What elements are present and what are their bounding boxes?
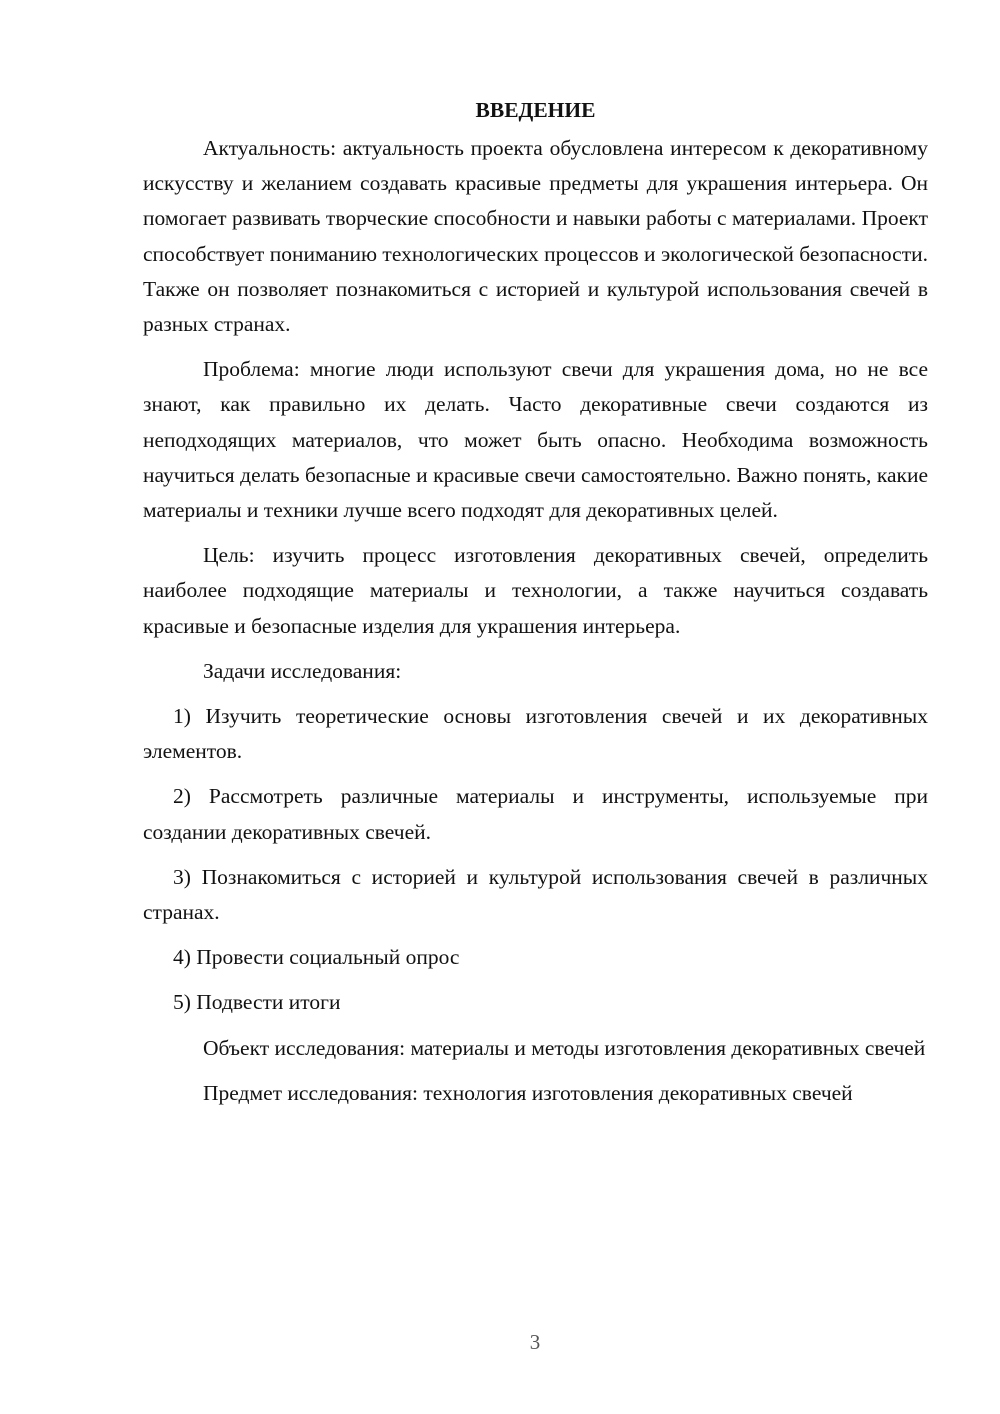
task-item: 5) Подвести итоги: [173, 990, 341, 1015]
paragraph-goal: Цель: изучить процесс изготовления декоративных свечей, определить наиболее подходящие материалы и технологии, а также научиться создавать красивые и безопасные изделия для украшения интерьера.: [143, 543, 928, 638]
paragraph-relevance: Актуальность: актуальность проекта обусловлена интересом к декоративному искусству и желанием создавать красивые предметы для украшения интерьера. Он помогает развивать творческие способности и навыки работы с материалами. Проект способствует пониманию технологических процессов и экологической безопасности. Также он позволяет познакомиться с историей и культурой использования свечей в разных странах.: [143, 136, 928, 337]
task-item: 2) Рассмотреть различные материалы и инструменты, используемые при создании декоративных свечей.: [143, 784, 928, 844]
paragraph-object: Объект исследования: материалы и методы изготовления декоративных свечей: [203, 1035, 926, 1060]
task-item: 3) Познакомиться с историей и культурой использования свечей в различных странах.: [143, 864, 928, 925]
section-title: ВВЕДЕНИЕ: [475, 98, 596, 122]
task-item: 4) Провести социальный опрос: [173, 945, 460, 970]
document-body: [143, 93, 928, 1121]
paragraph-problem: Проблема: многие люди используют свечи для украшения дома, но не все знают, как правильно их делать. Часто декоративные свечи создаются из неподходящих материалов, что может быть опасно. Необходима возможность научиться делать безопасные и красивые свечи самостоятельно. Важно понять, какие материалы и техники лучше всего подходят для декоративных целей.: [143, 357, 928, 523]
paragraph-subject: Предмет исследования: технология изготовления декоративных свечей: [203, 1080, 853, 1105]
task-item: 1) Изучить теоретические основы изготовления свечей и их декоративных элементов.: [143, 704, 928, 764]
page-number: 3: [529, 1330, 541, 1354]
tasks-heading: Задачи исследования:: [203, 658, 402, 683]
